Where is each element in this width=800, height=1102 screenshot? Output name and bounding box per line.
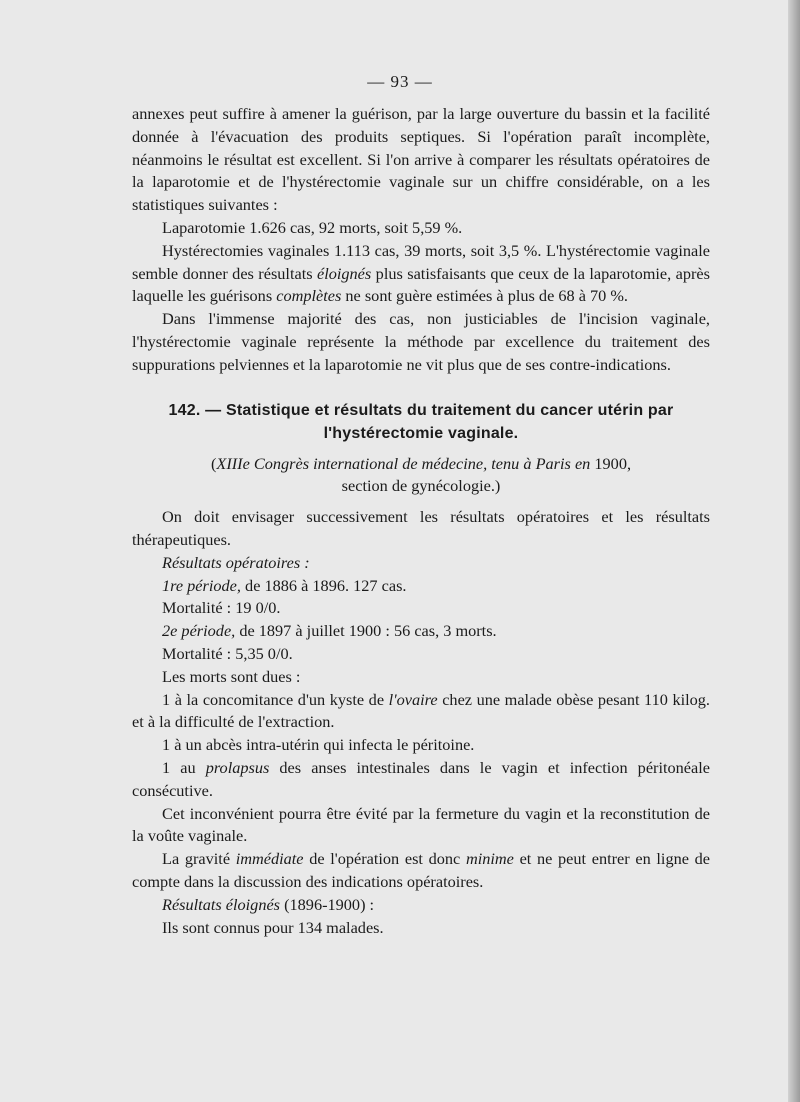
results-operatoires-label <box>132 552 710 575</box>
period-2 <box>132 620 710 643</box>
paragraph-inconvenient: Cet inconvénient pourra être évité par la fermeture du vagin et la reconstitution de la voûte vaginale. <box>132 803 710 846</box>
text-segment: ( <box>210 453 217 473</box>
text-segment: 1 au <box>162 757 206 777</box>
text-segment: de l'opération est donc <box>303 849 466 869</box>
section-heading <box>132 399 710 445</box>
text-segment: de 1886 à 1896. 127 cas. <box>240 575 407 595</box>
text-segment: des anses intestinales dans le vagin et infection péritonéale consécutive. <box>132 757 710 800</box>
death-cause-2: 1 à un abcès intra-utérin qui infecta le péritoine. <box>162 735 475 755</box>
italic-term: éloignés <box>316 263 372 283</box>
spacer <box>132 445 710 453</box>
paragraph-known: Ils sont connus pour 134 malades. <box>162 917 384 937</box>
source-line-2: section de gynécologie.) <box>341 476 501 496</box>
italic-label: 2e période, <box>162 621 236 641</box>
heading-line-1: 142. — Statistique et résultats du traitement du cancer utérin par <box>168 401 674 419</box>
text-segment: et ne peut entrer en ligne de compte dans la discussion des indications opératoires. <box>132 849 710 891</box>
italic-term: minime <box>465 849 514 869</box>
italic-term: immédiate <box>235 849 304 869</box>
text-segment: plus satisfaisants que ceux de la laparotomie, après laquelle les guérisons <box>132 263 710 306</box>
death-cause-1 <box>132 689 710 735</box>
deaths-intro: Les morts sont dues : <box>162 666 301 686</box>
mortality-1: Mortalité : 19 0/0. <box>162 598 281 618</box>
italic-term: prolapsus <box>205 757 270 777</box>
italic-term: complètes <box>276 286 342 306</box>
spacer <box>132 377 710 399</box>
section-source <box>132 453 710 499</box>
italic-label: Résultats opératoires : <box>162 552 310 572</box>
text-segment: Hystérectomies vaginales 1.113 cas, 39 morts, soit 3,5 %. L'hystérectomie vaginale semble donner des résultats <box>132 240 710 283</box>
paragraph-hysterectomie-stats <box>132 240 710 308</box>
text-segment: chez une malade obèse pesant 110 kilog. et à la difficulté de l'extraction. <box>132 689 710 732</box>
spacer <box>132 498 710 506</box>
text-segment: 1900, <box>590 453 632 473</box>
paragraph-gravite <box>132 848 710 894</box>
paragraph-intro: On doit envisager successivement les résultats opératoires et les résultats thérapeutiques. <box>132 507 710 549</box>
text-segment: de 1897 à juillet 1900 : 56 cas, 3 morts. <box>235 621 497 641</box>
death-cause-3 <box>132 757 710 803</box>
text-segment: 1 à la concomitance d'un kyste de <box>162 689 389 709</box>
page-content <box>132 103 710 939</box>
page-number: — 93 — <box>367 72 433 91</box>
paragraph-laparotomie-stats: Laparotomie 1.626 cas, 92 morts, soit 5,59 %. <box>162 217 463 237</box>
source-line-1 <box>132 453 710 476</box>
text-segment: (1896-1900) : <box>280 894 375 914</box>
results-eloignes-label <box>132 894 710 917</box>
italic-label: 1re période, <box>162 575 241 595</box>
italic-label: Résultats éloignés <box>162 894 281 914</box>
paragraph-annexes: annexes peut suffire à amener la guérison, par la large ouverture du bassin et la facilité donnée à l'évacuation des produits septiques. Si l'opération paraît incomplète, néanmoins le résultat est excellent. Si l'on arrive à comparer les résultats opératoires de la laparotomie et de l'hystérectomie vaginale sur un chiffre considérable, on a les statistiques suivantes : <box>132 104 710 215</box>
text-segment: ne sont guère estimées à plus de 68 à 70 %. <box>341 286 628 306</box>
italic-source: XIIIe Congrès international de médecine, tenu à Paris en <box>216 453 591 473</box>
heading-line-2: l'hystérectomie vaginale. <box>323 424 519 442</box>
text-segment: La gravité <box>162 849 236 869</box>
paragraph-majorite: Dans l'immense majorité des cas, non justiciables de l'incision vaginale, l'hystérectomie vaginale représente la méthode par excellence du traitement des suppurations pelviennes et la laparotomie ne vit plus que de ses contre-indications. <box>132 309 710 374</box>
page-edge-shadow <box>788 0 800 1102</box>
mortality-2: Mortalité : 5,35 0/0. <box>162 643 293 663</box>
period-1 <box>132 575 710 598</box>
italic-term: l'ovaire <box>388 689 438 709</box>
